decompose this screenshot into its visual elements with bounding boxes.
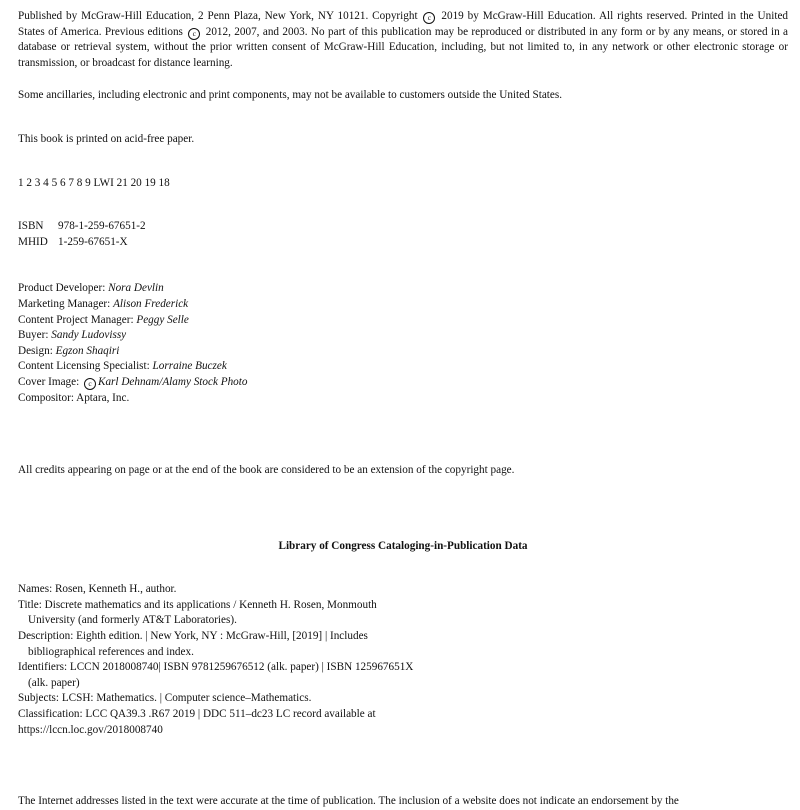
copyright-text-2: 2019 by McGraw-Hill Education. All rights reserved. Printed in the United States of America. Previous editions (18, 10, 789, 38)
production-credits (18, 281, 788, 406)
credit-name: Peggy Selle (136, 313, 189, 326)
copyright-symbol-icon: c (423, 12, 435, 24)
credit-name: Karl Dehnam/Alamy Stock Photo (98, 375, 248, 388)
ancillaries-note: Some ancillaries, including electronic and print components, may not be available to customers outside the United States. (18, 89, 563, 102)
credit-role: Design: (18, 344, 56, 357)
credit-name: Nora Devlin (108, 282, 164, 295)
cip-names: Names: Rosen, Kenneth H., author. (18, 583, 177, 596)
paper-note: This book is printed on acid-free paper. (18, 132, 195, 145)
credit-role: Content Licensing Specialist: (18, 360, 153, 373)
cip-identifiers: Identifiers: LCCN 2018008740| ISBN 9781259676512 (alk. paper) | ISBN 125967651X (alk. paper) (18, 661, 414, 689)
mhid-value: 1-259-67651-X (58, 235, 128, 248)
credit-name: Lorraine Buczek (152, 360, 227, 373)
credit-role: Marketing Manager: (18, 297, 114, 310)
mhid-line (18, 235, 788, 251)
isbn-value: 978-1-259-67651-2 (58, 220, 146, 233)
credit-role: Buyer: (18, 329, 52, 342)
credit-design (18, 344, 788, 360)
cip-subjects: Subjects: LCSH: Mathematics. | Computer science–Mathematics. (18, 692, 312, 705)
credit-name: Aptara, Inc. (76, 391, 130, 404)
cip-title: Title: Discrete mathematics and its applications / Kenneth H. Rosen, Monmouth University (and formerly AT&T Laboratories). (18, 598, 377, 627)
print-line: 1 2 3 4 5 6 7 8 9 LWI 21 20 19 18 (18, 176, 170, 189)
credit-role: Cover Image: (18, 375, 82, 388)
copyright-symbol-icon: c (188, 28, 200, 40)
copyright-symbol-icon: c (84, 378, 96, 390)
copyright-text-1: Published by McGraw-Hill Education, 2 Penn Plaza, New York, NY 10121. Copyright (18, 10, 418, 22)
isbn-line (18, 219, 788, 235)
cip-classification: Classification: LCC QA39.3 .R67 2019 | DDC 511–dc23 LC record available at (18, 708, 376, 721)
copyright-page (18, 9, 788, 810)
cip-heading: Library of Congress Cataloging-in-Publication Data (278, 539, 528, 552)
cip-record (18, 582, 418, 738)
credit-buyer (18, 328, 788, 344)
isbn-label: ISBN (18, 220, 44, 233)
credit-role: Product Developer: (18, 282, 109, 295)
cip-record-link: https://lccn.loc.gov/2018008740 (18, 723, 163, 736)
internet-addresses-note: The Internet addresses listed in the text were accurate at the time of publication. The inclusion of a website does not indicate an endorsement by the (18, 795, 679, 808)
credit-name: Alison Frederick (113, 297, 189, 310)
copyright-text-3: 2012, 2007, and 2003. No part of this publication may be reproduced or distributed in any form or by any means, or stored in a database or retrieval system, without the prior written consent of McGraw-Hill Education, including, but not limited to, in any network or other electronic storage or transmission, or broadcast for distance learning. (18, 25, 789, 69)
credit-name: Egzon Shaqiri (55, 344, 120, 357)
credit-cover-image (18, 375, 788, 391)
credit-marketing-manager (18, 297, 788, 313)
credit-content-licensing (18, 359, 788, 375)
credit-role: Compositor: (18, 391, 77, 404)
credit-compositor (18, 391, 788, 407)
credits-extension-note: All credits appearing on page or at the end of the book are considered to be an extension of the copyright page. (18, 464, 515, 477)
credit-name: Sandy Ludovissy (51, 329, 127, 342)
credit-product-developer (18, 281, 788, 297)
credit-role: Content Project Manager: (18, 313, 137, 326)
credit-content-project-manager (18, 313, 788, 329)
cip-description: Description: Eighth edition. | New York, NY : McGraw-Hill, [2019] | Includes bibliographical references and index. (18, 630, 368, 658)
mhid-label: MHID (18, 235, 48, 248)
copyright-notice (18, 9, 788, 71)
